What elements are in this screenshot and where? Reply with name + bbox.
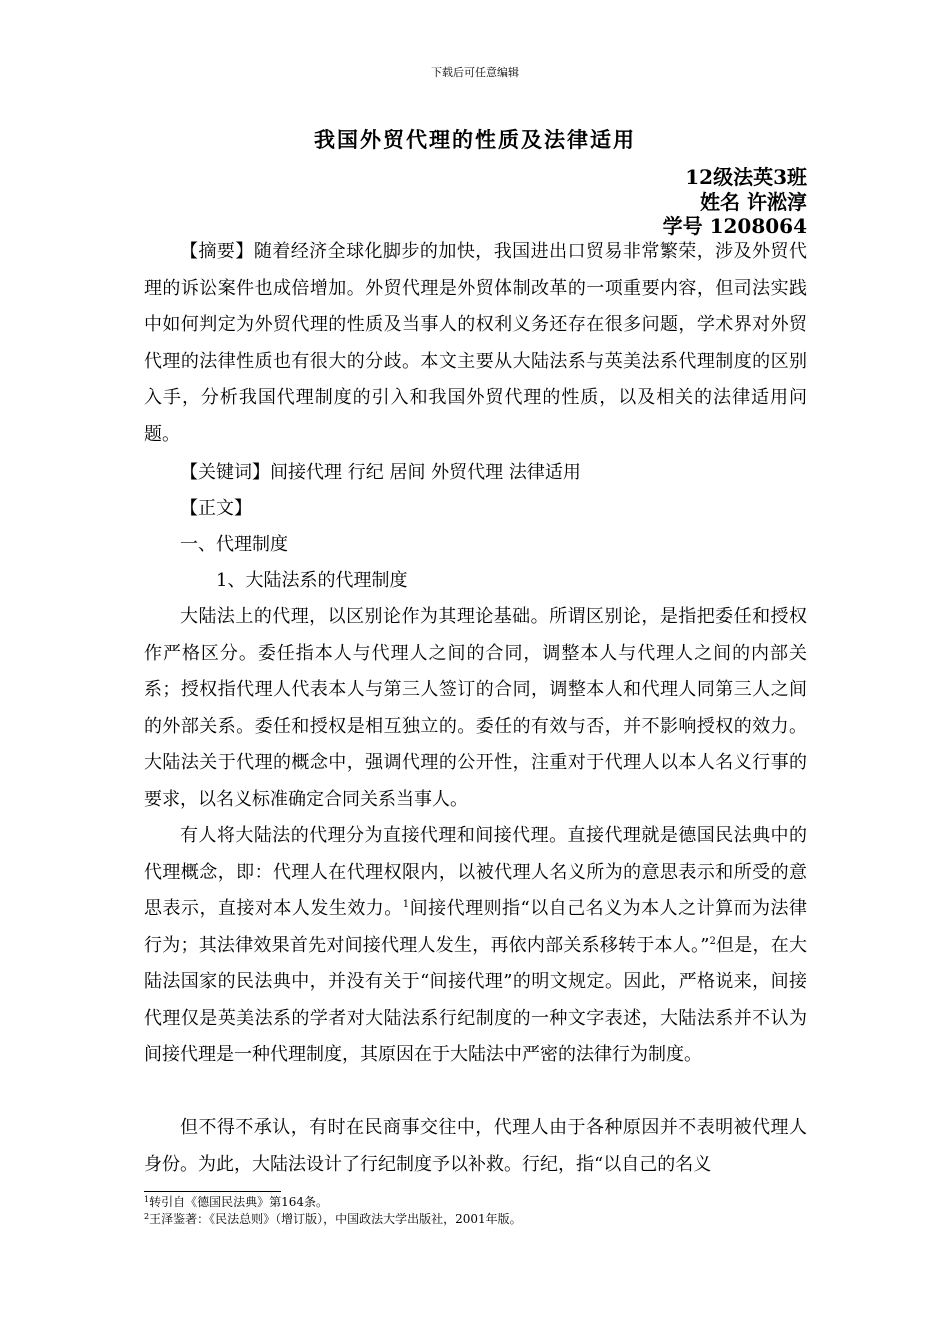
abstract-paragraph: 【摘要】随着经济全球化脚步的加快，我国进出口贸易非常繁荣，涉及外贸代理的诉讼案件也成倍增加。外贸代理是外贸体制改革的一项重要内容，但司法实践中如何判定为外贸代理的性质及当事人的权利义务还存在很多问题，学术界对外贸代理的法律性质也有很大的分歧。本文主要从大陆法系与英美法系代理制度的区别入手，分析我国代理制度的引入和我国外贸代理的性质，以及相关的法律适用问题。 [144, 241, 807, 445]
author-class: 12级法英3班 [685, 165, 807, 189]
footnote-number: 1 [144, 1195, 150, 1204]
footnote-text: 转引自《德国民法典》第164条。 [149, 1195, 328, 1209]
keywords-line: 【关键词】间接代理 行纪 居间 外贸代理 法律适用 [180, 462, 581, 483]
subsection-heading-1-1: 1、大陆法系的代理制度 [216, 570, 408, 591]
footnote-number: 2 [144, 1212, 150, 1221]
author-name: 姓名 许淞淳 [700, 190, 807, 214]
paragraph-2-text-b: 间接代理则指“以自己名义为本人之计算而为法律行为；其法律效果首先对间接代理人发生，再依内部关系移转于本人。” [144, 898, 808, 956]
page-header: 下载后可任意编辑 [431, 66, 519, 79]
footnote-ref-2[interactable]: 2 [709, 935, 716, 947]
footnote-text: 王泽鉴著：《民法总则》（增订版），中国政法大学出版社，2001年版。 [149, 1212, 522, 1226]
author-student-id: 学号 1208064 [662, 214, 807, 238]
document-title: 我国外贸代理的性质及法律适用 [314, 127, 636, 152]
section-heading-1: 一、代理制度 [180, 534, 288, 555]
body-paragraph-1: 大陆法上的代理，以区别论作为其理论基础。所谓区别论，是指把委任和授权作严格区分。委任指本人与代理人之间的合同，调整本人与代理人之间的内部关系；授权指代理人代表本人与第三人签订的合同，调整本人和代理人同第三人之间的外部关系。委任和授权是相互独立的。委任的有效与否，并不影响授权的效力。大陆法关于代理的概念中，强调代理的公开性，注重对于代理人以本人名义行事的要求，以名义标准确定合同关系当事人。 [144, 606, 807, 810]
paragraph-2-text-a: 有人将大陆法的代理分为直接代理和间接代理。直接代理就是德国民法典中的代理概念，即：代理人在代理权限内，以被代理人名义所为的意思表示和所受的意思表示，直接对本人发生效力。 [144, 825, 807, 919]
footnote-1 [144, 1194, 807, 1210]
footnote-2 [144, 1211, 807, 1227]
body-paragraph-3: 但不得不承认，有时在民商事交往中，代理人由于各种原因并不表明被代理人身份。为此，大陆法设计了行纪制度予以补救。行纪，指“以自己的名义 [144, 1117, 807, 1175]
footnote-divider [144, 1191, 281, 1192]
body-label: 【正文】 [180, 498, 252, 519]
footnote-ref-1[interactable]: 1 [402, 899, 410, 910]
paragraph-2-text-c: 但是，在大陆法国家的民法典中，并没有关于“间接代理”的明文规定。因此，严格说来，间接代理仅是英美法系的学者对大陆法系行纪制度的一种文字表述，大陆法系并不认为间接代理是一种代理制度，其原因在于大陆法中严密的法律行为制度。 [144, 934, 807, 1065]
body-paragraph-2 [144, 818, 807, 1074]
